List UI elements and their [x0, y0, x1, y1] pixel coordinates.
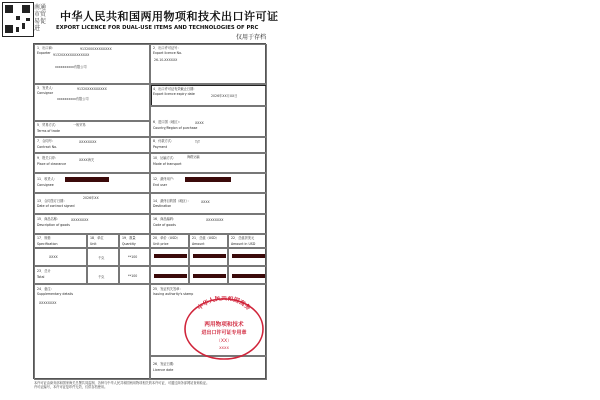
- field-licence-date: 26．发证日期： Licence date: [150, 356, 267, 380]
- field-contract-no: 7．合同号： XXXXXXXX Contract No.: [34, 137, 150, 153]
- redaction-block: [65, 177, 109, 182]
- total-unit-price: [150, 266, 189, 284]
- field-consignee: 11．收货人： Consignee: [34, 173, 150, 193]
- copy-label: 仅用于存档: [236, 34, 267, 41]
- field-country: 6．进口国（地区）： XXXX Country/Region of purchase: [150, 106, 267, 137]
- field-mode-of-transport: 10．运输方式： 海路运输 Mode of transport: [150, 153, 267, 173]
- field-contract-date: 2026年XX 13．合同签订日期： Date of contract signed: [34, 193, 150, 214]
- total-amount: [189, 266, 228, 284]
- licence-title-cn: 中华人民共和国两用物项和技术出口许可证: [60, 10, 279, 23]
- official-seal-icon: [183, 296, 265, 360]
- seal-middle-text: 两用物项和技术: [204, 322, 244, 328]
- seal-middle-text-2: 进出口许可证专用章: [201, 330, 247, 336]
- field-consignor: 3．发货人： 91320XXXXXXXXX Consignor xxxxxxxxxx有限公司: [34, 84, 150, 121]
- field-terms-of-trade: 5．贸易方式： 一般贸易 Terms of trade: [34, 121, 150, 137]
- redaction-block: [185, 177, 231, 182]
- qr-code: [2, 2, 34, 37]
- field-description: 15．商品名称： XXXXXXXX Description of goods: [34, 214, 150, 234]
- total-quantity: **100: [119, 266, 150, 284]
- total-label: 23．总计 Total: [34, 266, 87, 284]
- table-row-amount-usd: [228, 248, 267, 266]
- field-payment: 8．付款方式： T/T Payment: [150, 137, 267, 153]
- table-row-amount: [189, 248, 228, 266]
- field-exporter: 1．出口商： 9132000XXXXXXXX Exporter 91320XXXXXXXXXXXX xxxxxxxxxx有限公司: [34, 44, 150, 84]
- col-amount-usd: 22．总值折美元 Amount in USD: [228, 234, 267, 248]
- field-place-of-clearance: 9．报关口岸： XXXX海关 Place of clearance: [34, 153, 150, 173]
- qr-label: 南通市贸易促进: [34, 4, 47, 32]
- table-row-unit-price: [150, 248, 189, 266]
- footer-line-1: 本许可证由商务部和国家海关总署共同监制，各种与中华人民共和国两用物项相关的本许可证，可通过商务部网站查询验证。: [34, 381, 210, 385]
- field-supplementary: 24．备注： Supplementary details XXXXXXXX: [34, 284, 150, 380]
- col-unit: 18．单位 Unit: [87, 234, 119, 248]
- seal-bottom-text: （XX）: [216, 339, 232, 344]
- footer-line-2: 许可证编号，本许可证复印件无效，仅供存档使用。: [34, 385, 108, 390]
- field-issuing-authority: 25．发证机关签章： Issuing authority's stamp: [150, 284, 267, 356]
- field-licence-no: 2．出口许可证号： Export licence No. 26-10-XXXXXX: [150, 44, 267, 84]
- field-expiry: 4．出口许可证有效截止日期： Export licence expiry date 2026年XX月XX日: [150, 84, 267, 106]
- total-amount-usd: [228, 266, 267, 284]
- col-quantity: 19．数量 Quantity: [119, 234, 150, 248]
- table-row-unit: 千克: [87, 248, 119, 266]
- field-end-user: 12．最终用户： End user: [150, 173, 267, 193]
- col-unit-price: 20．单价（USD） Unit price: [150, 234, 189, 248]
- table-row-spec: XXXX: [34, 248, 87, 266]
- col-specification: 17．规格 Specification: [34, 234, 87, 248]
- svg-text:中华人民共和国商务: [196, 296, 253, 312]
- seal-top-text: 中华人民共和国商务: [196, 296, 252, 312]
- footer-note: [34, 381, 274, 389]
- licence-title-en: EXPORT LICENCE FOR DUAL-USE ITEMS AND TECHNOLOGIES OF PRC: [56, 25, 259, 31]
- col-amount: 21．总值（USD） Amount: [189, 234, 228, 248]
- table-row-quantity: **100: [119, 248, 150, 266]
- field-code-of-goods: 16．商品编码： XXXXXXXX Code of goods: [150, 214, 267, 234]
- total-unit: 千克: [87, 266, 119, 284]
- seal-code-text: XXXX: [219, 346, 229, 350]
- field-destination: 14．最终目的国（地区）： XXXX Destination: [150, 193, 267, 214]
